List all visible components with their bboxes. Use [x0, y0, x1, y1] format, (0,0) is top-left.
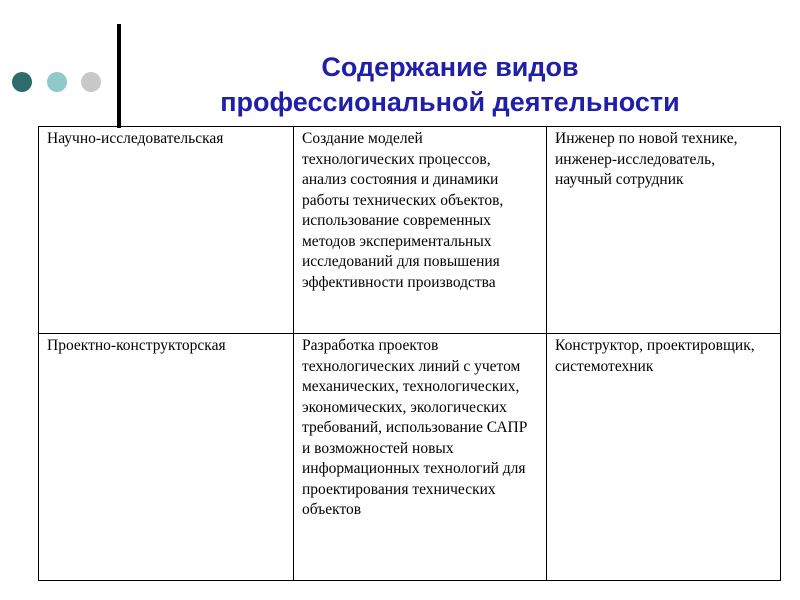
positions-cell: Конструктор, проектировщик, системотехник — [547, 334, 781, 581]
content-cell: Создание моделей технологических процессов, анализ состояния и динамики работы технических объектов, использование современных методов экспериментальных исследований для повышения эффективности производства — [294, 127, 547, 334]
decorative-dot-dark — [12, 72, 32, 92]
slide-title — [130, 50, 770, 120]
decorative-vertical-line — [117, 24, 121, 128]
table-row — [39, 127, 781, 334]
activity-cell: Проектно-конструкторская — [39, 334, 294, 581]
slide-title-line-1: Содержание видов — [321, 52, 579, 82]
content-cell: Разработка проектов технологических линий с учетом механических, технологических, экономических, экологических требований, использование САПР и возможностей новых информационных технологий для проектирования технических объектов — [294, 334, 547, 581]
decorative-dot-light — [47, 72, 67, 92]
activity-cell: Научно-исследовательская — [39, 127, 294, 334]
slide-title-line-2: профессиональной деятельности — [220, 87, 680, 117]
table-row — [39, 334, 781, 581]
activity-table — [38, 126, 781, 581]
decorative-dot-gray — [81, 72, 101, 92]
positions-cell: Инженер по новой технике, инженер-исследователь, научный сотрудник — [547, 127, 781, 334]
